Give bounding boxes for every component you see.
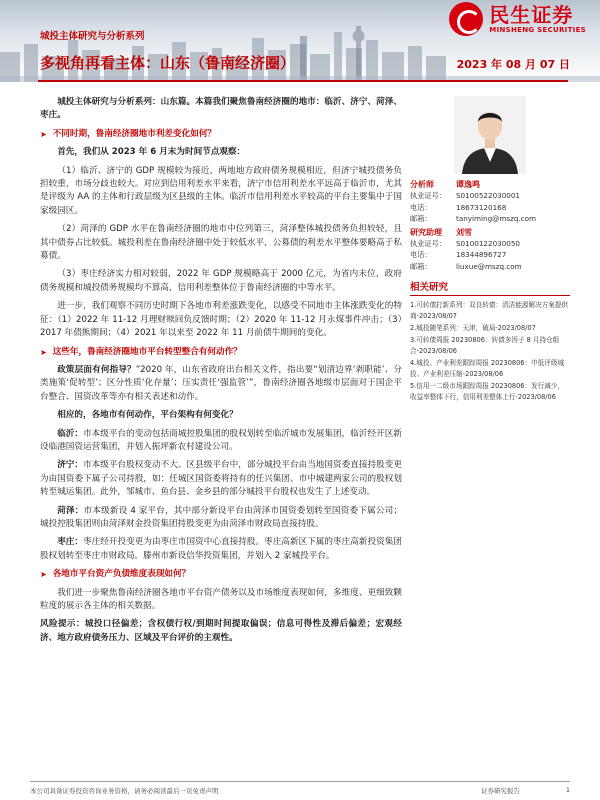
report-date: 2023 年 08 月 07 日 <box>456 58 570 71</box>
analyst-2-cert: 执业证号： S0100122030050 <box>410 238 521 248</box>
report-title: 多视角再看主体：山东（鲁南经济圈） <box>40 54 296 72</box>
analyst-1-title: 分析师 谭逸鸣 <box>410 180 480 189</box>
related-research-item[interactable]: 3.可转债周报 20230806：转债多因子 8 月持仓组合-2023/08/06 <box>410 336 560 355</box>
logo-english-name: MINSHENG SECURITIES <box>489 26 586 34</box>
paragraph-heze: （2）菏泽的 GDP 水平在鲁南经济圈的地市中位列第三，菏泽整体城投债务负担较轻，且其中债券占比较低。城投利差在鲁南经济圈中处于较低水平，公募债的利差水平整体要略高于私募债。 <box>40 224 402 262</box>
analyst-2-title: 研究助理 刘雪 <box>410 227 472 237</box>
analyst-2-email: 邮箱： liuxue@mszq.com <box>410 261 522 271</box>
analyst-1-phone: 电话： 18673120168 <box>410 202 507 212</box>
risk-warning: 风险提示：城投口径偏差；含权债行权/到期时间提取偏误；信息可得性及滞后偏差；宏观经济、地方政府债务压力、区域及平台评价的主观性。 <box>40 619 402 643</box>
paragraph-linyi: 临沂：市本级平台的变动包括商城控股集团的股权划转至临沂城市发展集团，临沂经开区新设临港国资运营集团，并划入振坪新农村建设公司。 <box>40 428 402 452</box>
section-heading-1: ➤ 不同时期，鲁南经济圈地市利差变化如何？ <box>40 128 402 141</box>
paragraph-jining: 济宁：市本级平台股权变动不大。区县级平台中，部分城投平台由当地国资委直接持股变更为由国资委下属子公司持股，如：任城区国资委将持有的任兴集团、市中城建两家公司的股权划转至城运集团。此外，邹城市、鱼台县、金乡县的部分城投平台股权也发生了上述变动。 <box>40 460 402 498</box>
paragraph-assets: 我们进一步聚焦鲁南经济圈各地市平台资产债务以及市场维度表现如何，多维度、更细致颗粒度的展示各主体的相关数据。 <box>40 587 402 611</box>
related-research-item[interactable]: 4.城投、产业利差跟踪周报 20230806：中低评级城投、产业利差压缩-2023/08/06 <box>410 359 565 378</box>
header-divider <box>38 80 568 82</box>
report-type: 证券研究报告 <box>481 787 520 795</box>
paragraph-zaozhuang: （3）枣庄经济实力相对较弱，2022 年 GDP 规模略高于 2000 亿元，为省内末位，政府债务规模和城投债务规模均不算高，信用利差整体位于鲁南经济圈的中等水平。 <box>40 269 402 293</box>
section-heading-3: ➤ 各地市平台资产负债维度表现如何？ <box>40 568 402 581</box>
arrow-icon: ➤ <box>40 570 47 580</box>
footer <box>30 786 570 795</box>
footer-divider <box>30 781 570 782</box>
arrow-icon: ➤ <box>40 129 47 139</box>
related-research-item[interactable]: 2.城投随笔系列：天津，破局-2023/08/07 <box>410 324 536 332</box>
analyst-1-email: 邮箱： tanyiming@mszq.com <box>410 214 537 223</box>
sidebar <box>410 96 570 404</box>
paragraph-history: 进一步，我们观察不同历史时期下各地市利差涨跌变化，以感受不同地市主体涨跌变化的特征：（1）2022 年 11-12 月理财赎回负反馈时期；（2）2020 年 11-12 月永煤事件冲击；（3）2017 年债熊期间；（4）2021 年以来至 2022 年 11 月前债牛期间的变化。 <box>40 301 402 339</box>
related-research-item[interactable]: 1.可转债打新系列：双良转债：清洁能源解决方案提供商-2023/08/07 <box>410 301 568 320</box>
disclaimer-note: 本公司具备证券投资咨询业务资格，请务必阅读最后一页免责声明 <box>30 787 219 795</box>
page-number: 1 <box>565 786 570 794</box>
related-research-item[interactable]: 5.信用一二级市场跟踪周报 20230806：发行减少，收益率整体下行，信用利差整体上行-2023/08/06 <box>410 382 565 401</box>
paragraph-linyi-jining: （1）临沂、济宁的 GDP 规模较为接近，两地地方政府债务规模相近，但济宁城投债务负担较重，市场分歧也较大。对应到信用利差水平来看，济宁市信用利差水平远高于临沂市，尤其是评级为 AA 的主体和行政层级为区县级的主体。临沂市信用利差水平较高的平台主要集中于国家级园区。 <box>40 165 402 216</box>
analyst-2-phone: 电话： 18344896727 <box>410 250 507 259</box>
report-series: 城投主体研究与分析系列 <box>40 31 145 42</box>
paragraph-zaozhuang-platform: 枣庄：枣庄经开投变更为由枣庄市国资中心直接持股。枣庄高新区下属的枣庄高新投资集团股权划转至枣庄市财政局。滕州市新设信华投资集团，并划入 2 家城投平台。 <box>40 537 402 561</box>
paragraph-heze-platform: 菏泽：市本级新设 4 家平台，其中部分新设平台由菏泽市国资委划转至国资委下属公司；城投控股集团则由菏泽财金投资集团持股变更为由菏泽市财政局直接持股。 <box>40 505 402 529</box>
logo-name: 民生证券 <box>489 3 574 27</box>
intro-paragraph: 城投主体研究与分析系列：山东篇。本篇我们聚焦鲁南经济圈的地市：临沂、济宁、菏泽、枣庄。 <box>40 97 402 121</box>
analyst-photo <box>454 96 526 174</box>
analyst-1-cert: 执业证号： S0100522030001 <box>410 191 521 200</box>
report-body <box>40 96 402 650</box>
paragraph-policy: 政策层面有何指导？”2020 年，山东省政府出台相关文件，指出要“划清边界‘剥职能’、分类施策‘促转型’；区分性质‘化存量’；压实责任‘强监管’”，鲁南经济圈各地级市层面对于国企平台整合、国资改革等亦有相关表述和动作。 <box>40 364 402 402</box>
section-lead-2: 相应的，各地市有何动作，平台架构有何变化？ <box>57 410 238 421</box>
logo-icon <box>449 2 483 36</box>
related-research-heading: 相关研究 <box>410 279 570 296</box>
related-research-list <box>410 300 570 403</box>
brand-logo <box>449 2 586 36</box>
arrow-icon: ➤ <box>40 347 47 357</box>
section-heading-2: ➤ 这些年，鲁南经济圈地市平台转型整合有何动作？ <box>40 346 402 359</box>
section-lead-1: 首先，我们从 2023 年 6 月末为时间节点观察： <box>57 147 246 158</box>
